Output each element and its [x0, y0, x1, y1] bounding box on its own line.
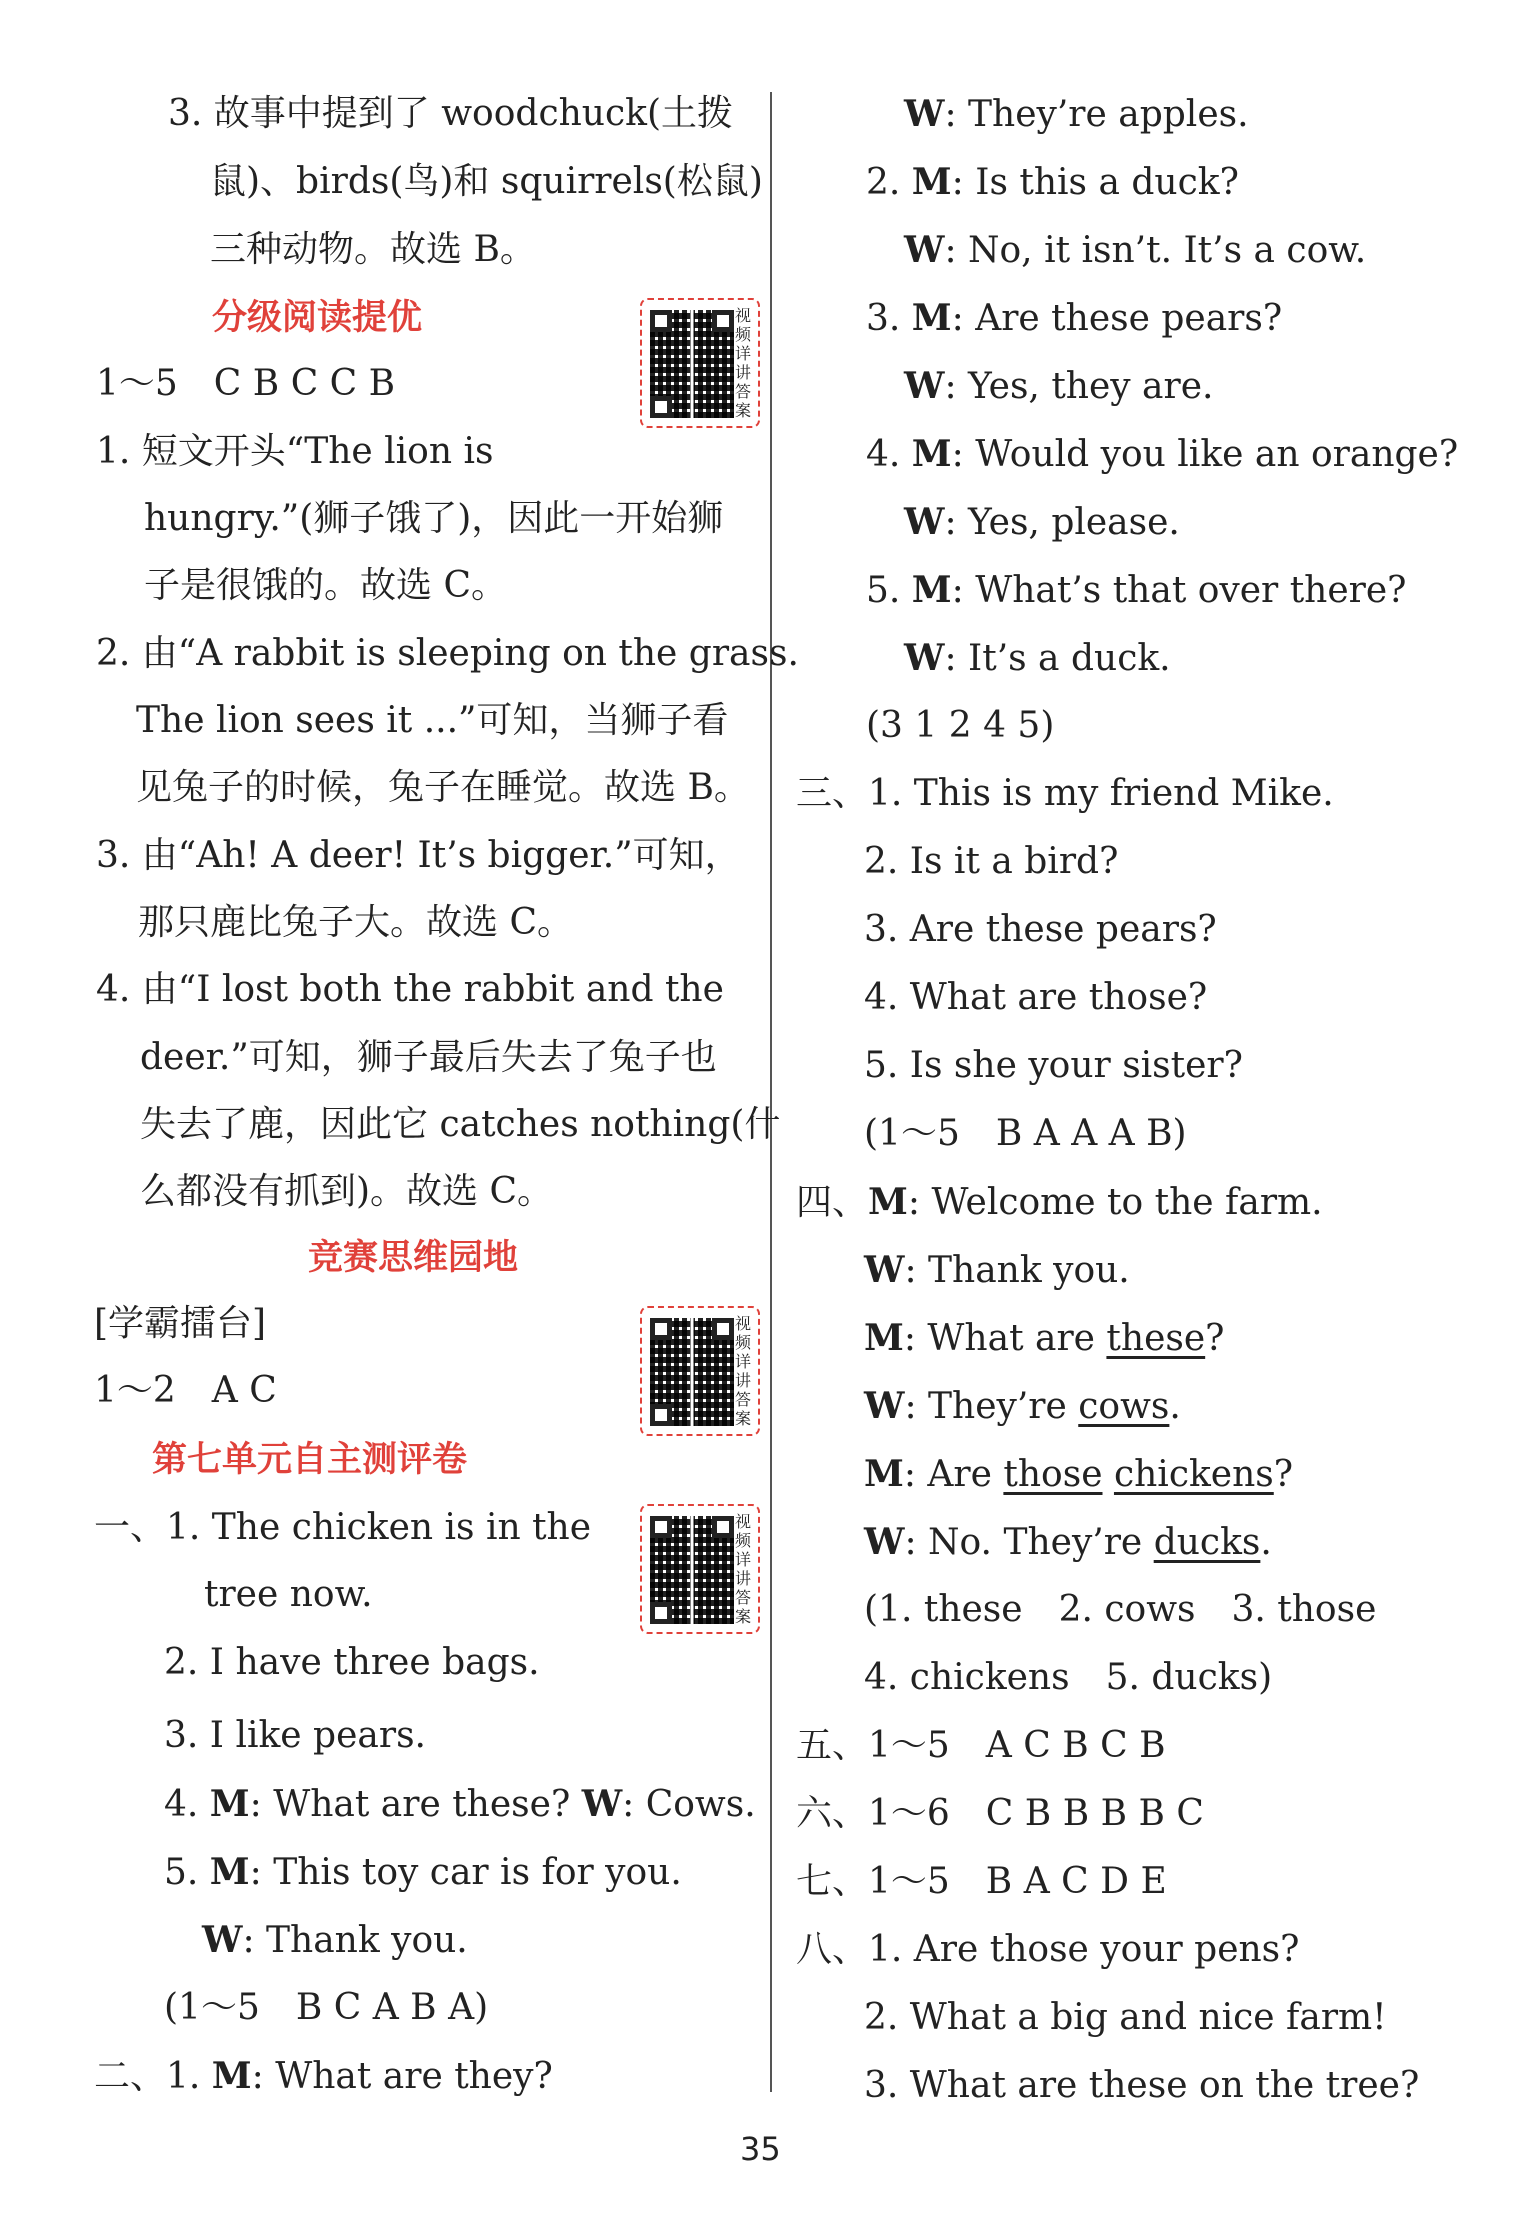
speaker-m: M	[864, 1453, 904, 1495]
dialogue-line	[866, 298, 1282, 339]
speaker-m: M	[868, 1181, 908, 1223]
dialogue-text: ?	[1273, 1454, 1294, 1495]
answer-line: 3. I like pears.	[164, 1715, 426, 1756]
answer-line: tree now.	[204, 1574, 373, 1615]
dialogue-line	[866, 162, 1239, 203]
speaker-w: W	[904, 637, 945, 679]
answer-line: 鼠)、birds(鸟)和 squirrels(松鼠)	[210, 161, 763, 202]
dialogue-text: : Thank you.	[242, 1920, 468, 1961]
answer-line: 么都没有抓到)。故选 C。	[140, 1171, 554, 1212]
blank-answer: cows	[1078, 1386, 1170, 1427]
dialogue-line	[202, 1920, 468, 1961]
dialogue-text: : This toy car is for you.	[249, 1852, 682, 1893]
dialogue-line	[904, 638, 1171, 679]
dialogue-text: : They’re	[904, 1386, 1079, 1427]
dialogue-text: .	[1169, 1386, 1181, 1427]
answer-line: 七、1～5 B A C D E	[796, 1861, 1167, 1902]
dialogue-line	[164, 1784, 756, 1825]
dialogue-text: : Welcome to the farm.	[907, 1182, 1323, 1223]
dialogue-text: : Thank you.	[904, 1250, 1130, 1291]
dialogue-line	[904, 502, 1180, 543]
dialogue-text: ?	[1205, 1318, 1225, 1359]
qr-code[interactable]	[640, 1504, 760, 1634]
qr-finder	[712, 1516, 734, 1538]
blank-answer: those	[1003, 1454, 1103, 1495]
dialogue-line	[864, 1386, 1181, 1427]
dialogue-text: : What are	[903, 1318, 1107, 1359]
speaker-w: W	[904, 93, 945, 135]
dialogue-line	[164, 1852, 682, 1893]
item-number: 5.	[164, 1852, 210, 1893]
speaker-m: M	[864, 1317, 904, 1359]
dialogue-text: : Is this a duck?	[951, 162, 1239, 203]
qr-caption: 视频详讲答案	[734, 1512, 751, 1626]
answer-line: 1～5 C B C C B	[96, 363, 396, 404]
answer-line: 5. Is she your sister?	[864, 1045, 1243, 1086]
dialogue-text: : Are these pears?	[951, 298, 1283, 339]
dialogue-text: : No, it isn’t. It’s a cow.	[944, 230, 1367, 271]
dialogue-line	[904, 366, 1213, 407]
dialogue-text: : No. They’re	[904, 1522, 1154, 1563]
speaker-w: W	[904, 229, 945, 271]
answer-line: The lion sees it ...”可知，当狮子看	[136, 700, 729, 741]
dialogue-line	[904, 230, 1366, 271]
dialogue-text: : It’s a duck.	[944, 638, 1171, 679]
item-number: 2.	[866, 162, 912, 203]
dialogue-line	[94, 2056, 553, 2097]
qr-finder	[712, 1318, 734, 1340]
answer-line: 2. Is it a bird?	[864, 841, 1119, 882]
speaker-w: W	[864, 1521, 905, 1563]
page-number: 35	[740, 2130, 781, 2168]
answer-line: 4. What are those?	[864, 977, 1208, 1018]
qr-finder	[650, 1318, 672, 1340]
qr-caption: 视频详讲答案	[734, 306, 751, 420]
speaker-m: M	[209, 1851, 250, 1893]
dialogue-text: : What are they?	[251, 2056, 553, 2097]
speaker-m: M	[209, 1783, 250, 1825]
answer-line: 三种动物。故选 B。	[210, 229, 536, 270]
dialogue-text: : Yes, they are.	[944, 366, 1214, 407]
speaker-m: M	[211, 2055, 252, 2097]
blank-answer: ducks	[1153, 1522, 1261, 1563]
answer-line: 见兔子的时候，兔子在睡觉。故选 B。	[136, 767, 750, 808]
qr-finder	[650, 1404, 672, 1426]
speaker-w: W	[904, 501, 945, 543]
item-number: 3.	[866, 298, 912, 339]
dialogue-text: : They’re apples.	[944, 94, 1249, 135]
qr-finder	[650, 396, 672, 418]
answer-line: 五、1～5 A C B C B	[796, 1725, 1166, 1766]
dialogue-line	[796, 1182, 1323, 1223]
answer-line: 子是很饿的。故选 C。	[144, 565, 507, 606]
dialogue-text: : What’s that over there?	[951, 570, 1407, 611]
qr-finder	[650, 1516, 672, 1538]
answer-line: 1～2 A C	[94, 1370, 277, 1411]
dialogue-text: : Cows.	[622, 1784, 756, 1825]
blank-answer: these	[1106, 1318, 1206, 1359]
dialogue-line	[864, 1454, 1293, 1495]
dialogue-line	[864, 1522, 1272, 1563]
answer-line: (1. these 2. cows 3. those	[864, 1589, 1377, 1630]
answer-line: 2. I have three bags.	[164, 1642, 540, 1683]
dialogue-line	[864, 1250, 1130, 1291]
answer-line: 3. 故事中提到了 woodchuck(土拨	[168, 93, 733, 134]
speaker-w: W	[202, 1919, 243, 1961]
answer-line: 1. 短文开头“The lion is	[96, 431, 494, 472]
dialogue-line	[866, 434, 1458, 475]
answer-line: 4. 由“I lost both the rabbit and the	[96, 969, 724, 1010]
answer-line: 失去了鹿，因此它 catches nothing(什	[140, 1104, 781, 1145]
answer-line: deer.”可知，狮子最后失去了兔子也	[140, 1037, 717, 1078]
dialogue-text: : Are	[903, 1454, 1004, 1495]
speaker-m: M	[911, 161, 952, 203]
dialogue-line	[864, 1318, 1224, 1359]
answer-line: 2. 由“A rabbit is sleeping on the grass.	[96, 633, 799, 674]
dialogue-line	[904, 94, 1249, 135]
blank-answer: chickens	[1113, 1454, 1274, 1495]
column-divider	[770, 92, 772, 2092]
answer-line: 3. 由“Ah! A deer! It’s bigger.”可知，	[96, 835, 741, 876]
answer-line: 那只鹿比兔子大。故选 C。	[138, 902, 573, 943]
section-heading: 竞赛思维园地	[308, 1238, 519, 1278]
dialogue-text: : What are these?	[249, 1784, 582, 1825]
answer-line: 3. What are these on the tree?	[864, 2065, 1420, 2106]
item-number: 4.	[866, 434, 912, 475]
qr-finder	[712, 310, 734, 332]
item-number: 二、1.	[94, 2056, 212, 2097]
qr-code[interactable]	[640, 298, 760, 428]
answer-line: 三、1. This is my friend Mike.	[796, 773, 1334, 814]
qr-code[interactable]	[640, 1306, 760, 1436]
answer-line: 一、1. The chicken is in the	[94, 1507, 592, 1548]
section-heading: 第七单元自主测评卷	[152, 1440, 468, 1480]
qr-finder	[650, 310, 672, 332]
answer-line: 3. Are these pears?	[864, 909, 1217, 950]
item-number: 4.	[164, 1784, 210, 1825]
dialogue-line	[866, 570, 1406, 611]
section-number: 四、	[796, 1182, 869, 1223]
qr-caption: 视频详讲答案	[734, 1314, 751, 1428]
answer-line: 六、1～6 C B B B B C	[796, 1793, 1204, 1834]
speaker-w: W	[581, 1783, 623, 1825]
speaker-m: M	[911, 569, 952, 611]
dialogue-text: : Yes, please.	[944, 502, 1180, 543]
dialogue-text	[1103, 1454, 1114, 1495]
answer-line: [学霸擂台]	[94, 1303, 267, 1344]
qr-finder	[650, 1602, 672, 1624]
item-number: 5.	[866, 570, 912, 611]
speaker-m: M	[911, 297, 952, 339]
answer-line: (1～5 B A A A B)	[864, 1113, 1187, 1154]
answer-line: (3 1 2 4 5)	[866, 705, 1055, 746]
section-heading: 分级阅读提优	[212, 298, 423, 338]
answer-line: 4. chickens 5. ducks)	[864, 1657, 1273, 1698]
answer-line: 2. What a big and nice farm!	[864, 1997, 1387, 2038]
speaker-w: W	[904, 365, 945, 407]
answer-line: 八、1. Are those your pens?	[796, 1929, 1300, 1970]
answer-line: hungry.”(狮子饿了)，因此一开始狮	[144, 498, 724, 539]
dialogue-text: .	[1260, 1522, 1272, 1563]
speaker-w: W	[864, 1249, 905, 1291]
answer-line: (1～5 B C A B A)	[164, 1987, 489, 2028]
dialogue-text: : Would you like an orange?	[951, 434, 1459, 475]
speaker-m: M	[911, 433, 952, 475]
speaker-w: W	[864, 1385, 905, 1427]
